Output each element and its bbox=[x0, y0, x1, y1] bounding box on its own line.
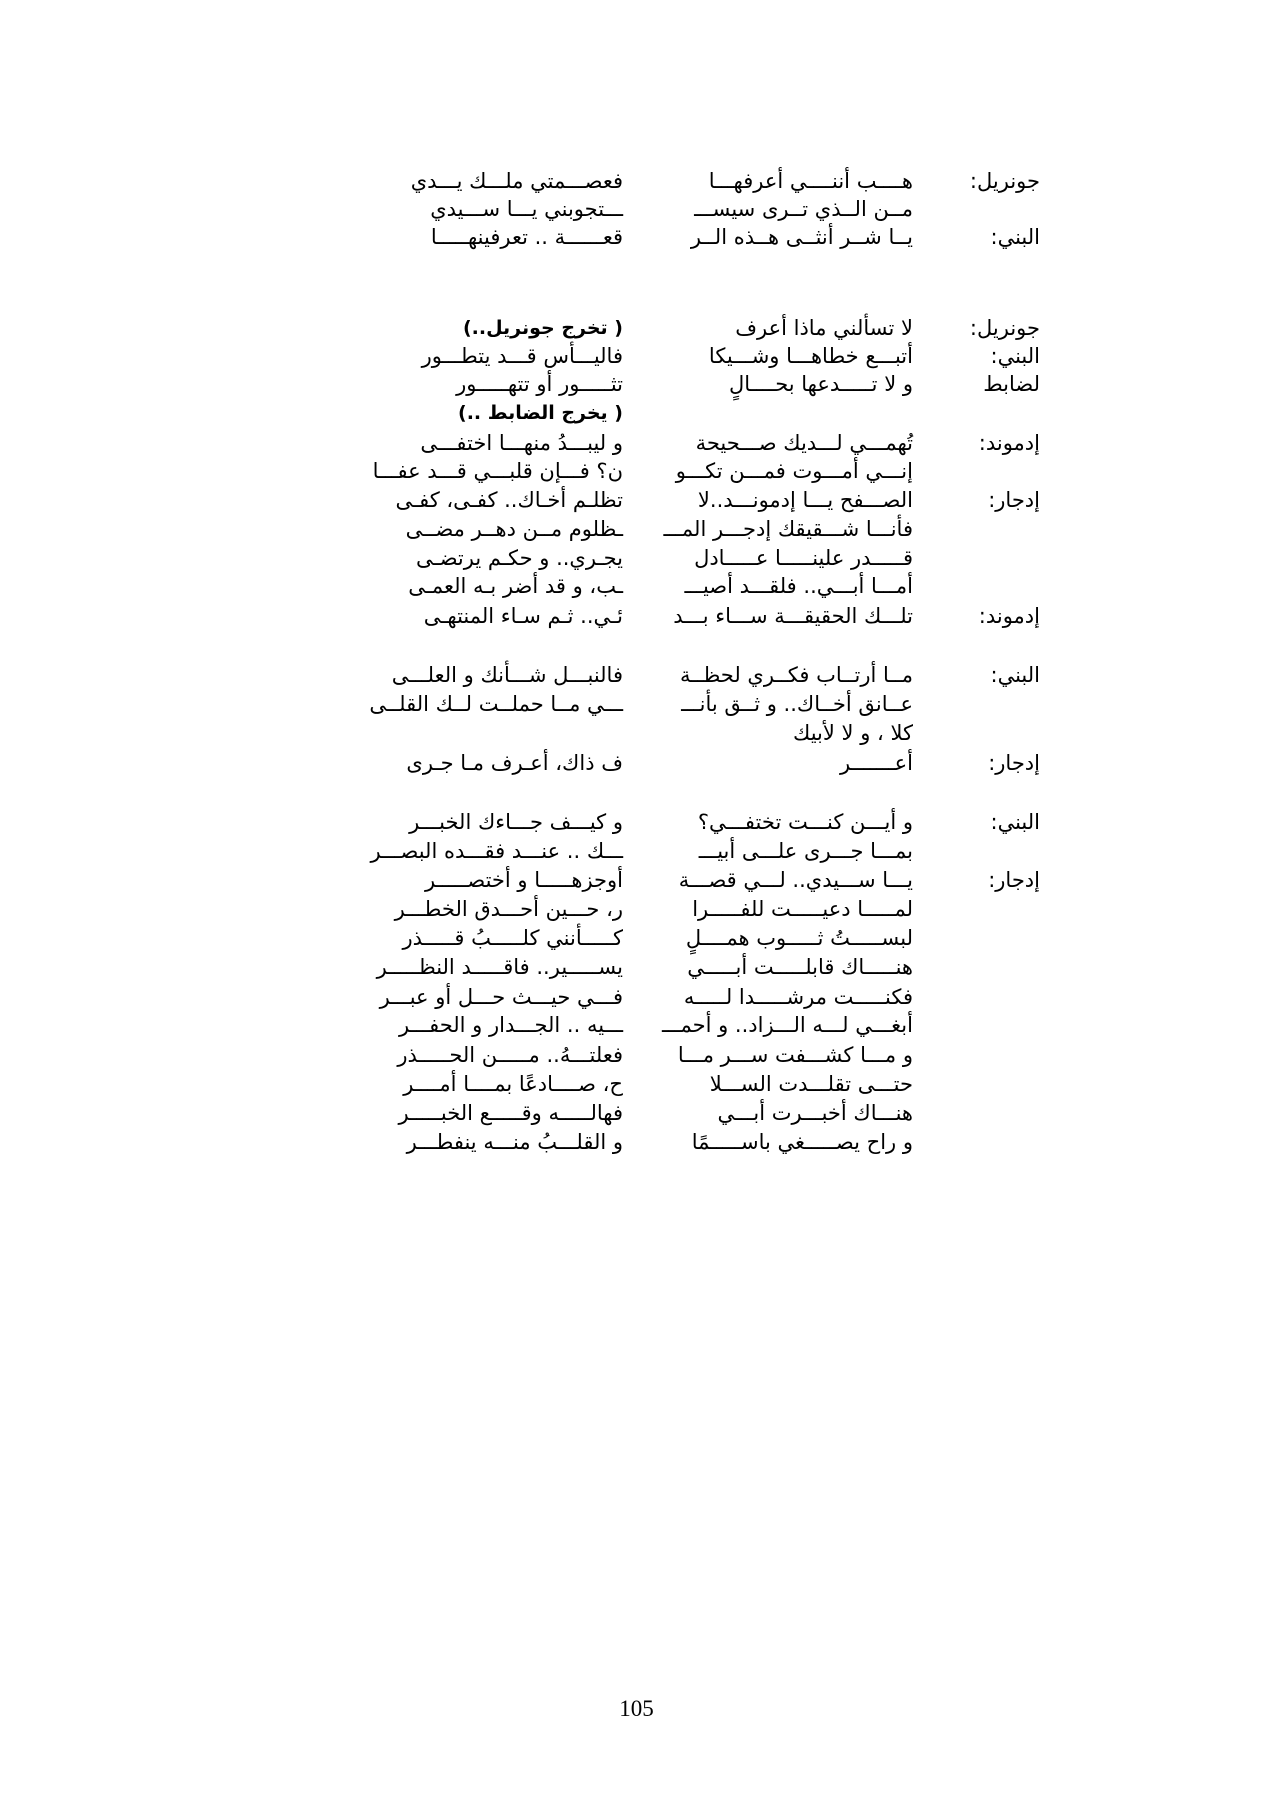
hemistich-second: ن؟ فـــإن قلبـــي قـــد عفـــا bbox=[372, 459, 623, 483]
hemistich-first: يــا شــر أنثــى هــذه الــر bbox=[690, 225, 913, 249]
hemistich-first: تلـــك الحقيقـــة ســـاء بـــد bbox=[673, 604, 913, 628]
speaker-label: جونريل: bbox=[969, 169, 1040, 193]
verse-line bbox=[0, 599, 1273, 633]
hemistich-second: ـظلوم مــن دهــر مضــى bbox=[405, 517, 623, 541]
verse-line bbox=[0, 569, 1273, 603]
hemistich-second: ـــك .. عنـــد فقـــده البصـــر bbox=[370, 839, 623, 863]
hemistich-second: تظلـم أخـاك.. كفـى، كفـى bbox=[395, 488, 623, 512]
hemistich-first: تُهمـــي لـــديك صـــحيحة bbox=[695, 431, 913, 455]
verse-line bbox=[0, 220, 1273, 254]
hemistich-first: و راح يصـــــغي باســـــمًا bbox=[691, 1130, 913, 1154]
hemistich-second: ـب، و قد أضر بـه العمـى bbox=[408, 574, 623, 598]
hemistich-second: و كيـــف جـــاءك الخبـــر bbox=[409, 810, 623, 834]
speaker-label: البني: bbox=[990, 810, 1040, 834]
hemistich-first: أعـــــــر bbox=[839, 751, 913, 775]
verse-line bbox=[0, 1008, 1273, 1042]
hemistich-first: إنـــي أمـــوت فمـــن تكـــو bbox=[675, 459, 913, 483]
hemistich-first: عــانق أخــاك.. و ثــق بأنـــ bbox=[681, 692, 913, 716]
hemistich-second: تثـــــور أو تتهـــــور bbox=[456, 372, 623, 396]
hemistich-second: ـــتجوبني يـــا ســـيدي bbox=[430, 197, 623, 221]
speaker-label: إدجار: bbox=[988, 751, 1040, 775]
hemistich-first: هــــب أننــــي أعرفهـــا bbox=[708, 169, 913, 193]
hemistich-second: فالنبـــل شـــأنك و العلـــى bbox=[391, 663, 623, 687]
stage-direction: ( يخرج الضابط ..) bbox=[458, 402, 623, 424]
hemistich-second: ر، حـــين أحـــدق الخطـــر bbox=[394, 897, 623, 921]
hemistich-first: قـــــدر علينـــــا عـــــادل bbox=[694, 546, 913, 570]
hemistich-second: و القلـــبُ منـــه ينفطـــر bbox=[406, 1130, 623, 1154]
hemistich-first: حتـــى تقلـــدت الســـلا bbox=[709, 1072, 913, 1096]
hemistich-first: كلا ، و لا لأبيك bbox=[793, 721, 913, 745]
speaker-label: جونريل: bbox=[969, 316, 1040, 340]
hemistich-first: و مـــا كشـــفت ســـر مـــا bbox=[677, 1043, 913, 1067]
hemistich-first: لبســـــتُ ثـــــوب همــــلٍ bbox=[685, 926, 913, 950]
hemistich-first: أبغـــي لـــه الـــزاد.. و أحمـــ bbox=[662, 1013, 913, 1037]
hemistich-first: لا تسألني ماذا أعرف bbox=[735, 316, 913, 340]
hemistich-second: يســـــير.. فاقـــــد النظـــــر bbox=[376, 955, 623, 979]
hemistich-first: فأنـــا شـــقيقك إدجـــر المـــ bbox=[663, 517, 913, 541]
hemistich-second: ـــيه .. الجـــدار و الحفـــر bbox=[399, 1013, 623, 1037]
hemistich-first: الصـــفح يـــا إدمونـــد..لا bbox=[697, 488, 913, 512]
hemistich-first: و لا تـــــدعها بحــــالٍ bbox=[728, 372, 913, 396]
hemistich-second: فاليـــأس قـــد يتطـــور bbox=[421, 344, 623, 368]
hemistich-first: و أيـــن كنـــت تختفـــي؟ bbox=[697, 810, 913, 834]
hemistich-second: ـــي مــا حملــت لــك القلــى bbox=[369, 692, 623, 716]
speaker-label: إدموند: bbox=[978, 604, 1040, 628]
hemistich-second: يجـري.. و حكـم يرتضـى bbox=[416, 546, 623, 570]
speaker-label: إدجار: bbox=[988, 488, 1040, 512]
verse-line bbox=[0, 716, 1273, 750]
hemistich-second: فهالـــــه وقـــــع الخبـــــر bbox=[398, 1101, 623, 1125]
hemistich-second: فعصـــمتي ملـــك يـــدي bbox=[410, 169, 623, 193]
verse-line bbox=[0, 1125, 1273, 1159]
stage-direction: ( تخرج جونريل..) bbox=[462, 317, 623, 339]
verse-line bbox=[0, 950, 1273, 984]
hemistich-second: و ليبـــدُ منهـــا اختفـــى bbox=[420, 431, 623, 455]
hemistich-second: كـــــأنني كلـــــبُ قـــــذر bbox=[402, 926, 623, 950]
speaker-label: لضابط bbox=[983, 372, 1040, 396]
hemistich-second: قعــــــة .. تعرفينهـــــا bbox=[430, 225, 623, 249]
hemistich-first: بمـــا جـــرى علـــى أبيـــ bbox=[698, 839, 913, 863]
speaker-label: إدجار: bbox=[988, 868, 1040, 892]
hemistich-second: فـــي حيـــث حـــل أو عبـــر bbox=[379, 985, 623, 1009]
hemistich-first: مــن الــذي تــرى سيســـ bbox=[694, 197, 913, 221]
hemistich-first: فكنـــــت مرشـــــدا لـــــه bbox=[683, 985, 913, 1009]
hemistich-first: أتبـــع خطاهـــا وشـــيكا bbox=[708, 344, 913, 368]
hemistich-first: لمـــــا دعيـــــت للفـــــرا bbox=[692, 897, 913, 921]
speaker-label: البني: bbox=[990, 225, 1040, 249]
hemistich-second: أوجزهـــــا و أختصـــــر bbox=[425, 868, 623, 892]
speaker-label: إدموند: bbox=[978, 431, 1040, 455]
verse-line bbox=[0, 746, 1273, 780]
speaker-label: البني: bbox=[990, 663, 1040, 687]
hemistich-first: أمـــا أبـــي.. فلقـــد أصيـــ bbox=[684, 574, 913, 598]
hemistich-second: ح، صــــادعًا بمــــا أمــــر bbox=[403, 1072, 623, 1096]
hemistich-first: هنـــاك أخبـــرت أبـــي bbox=[717, 1101, 913, 1125]
hemistich-second: ئـي.. ثـم سـاء المنتهـى bbox=[423, 604, 623, 628]
speaker-label: البني: bbox=[990, 344, 1040, 368]
verse-line bbox=[0, 396, 1273, 430]
hemistich-second: فعلتـــهُ.. مـــــن الحـــــذر bbox=[397, 1043, 623, 1067]
hemistich-first: هنـــــاك قابلـــــت أبـــــي bbox=[687, 955, 913, 979]
hemistich-second: ف ذاك، أعـرف مـا جـرى bbox=[406, 751, 623, 775]
hemistich-first: مــا أرتــاب فكــري لحظــة bbox=[680, 663, 913, 687]
hemistich-first: يـــا ســـيدي.. لـــي قصـــة bbox=[678, 868, 913, 892]
page-number: 105 bbox=[619, 1696, 654, 1721]
